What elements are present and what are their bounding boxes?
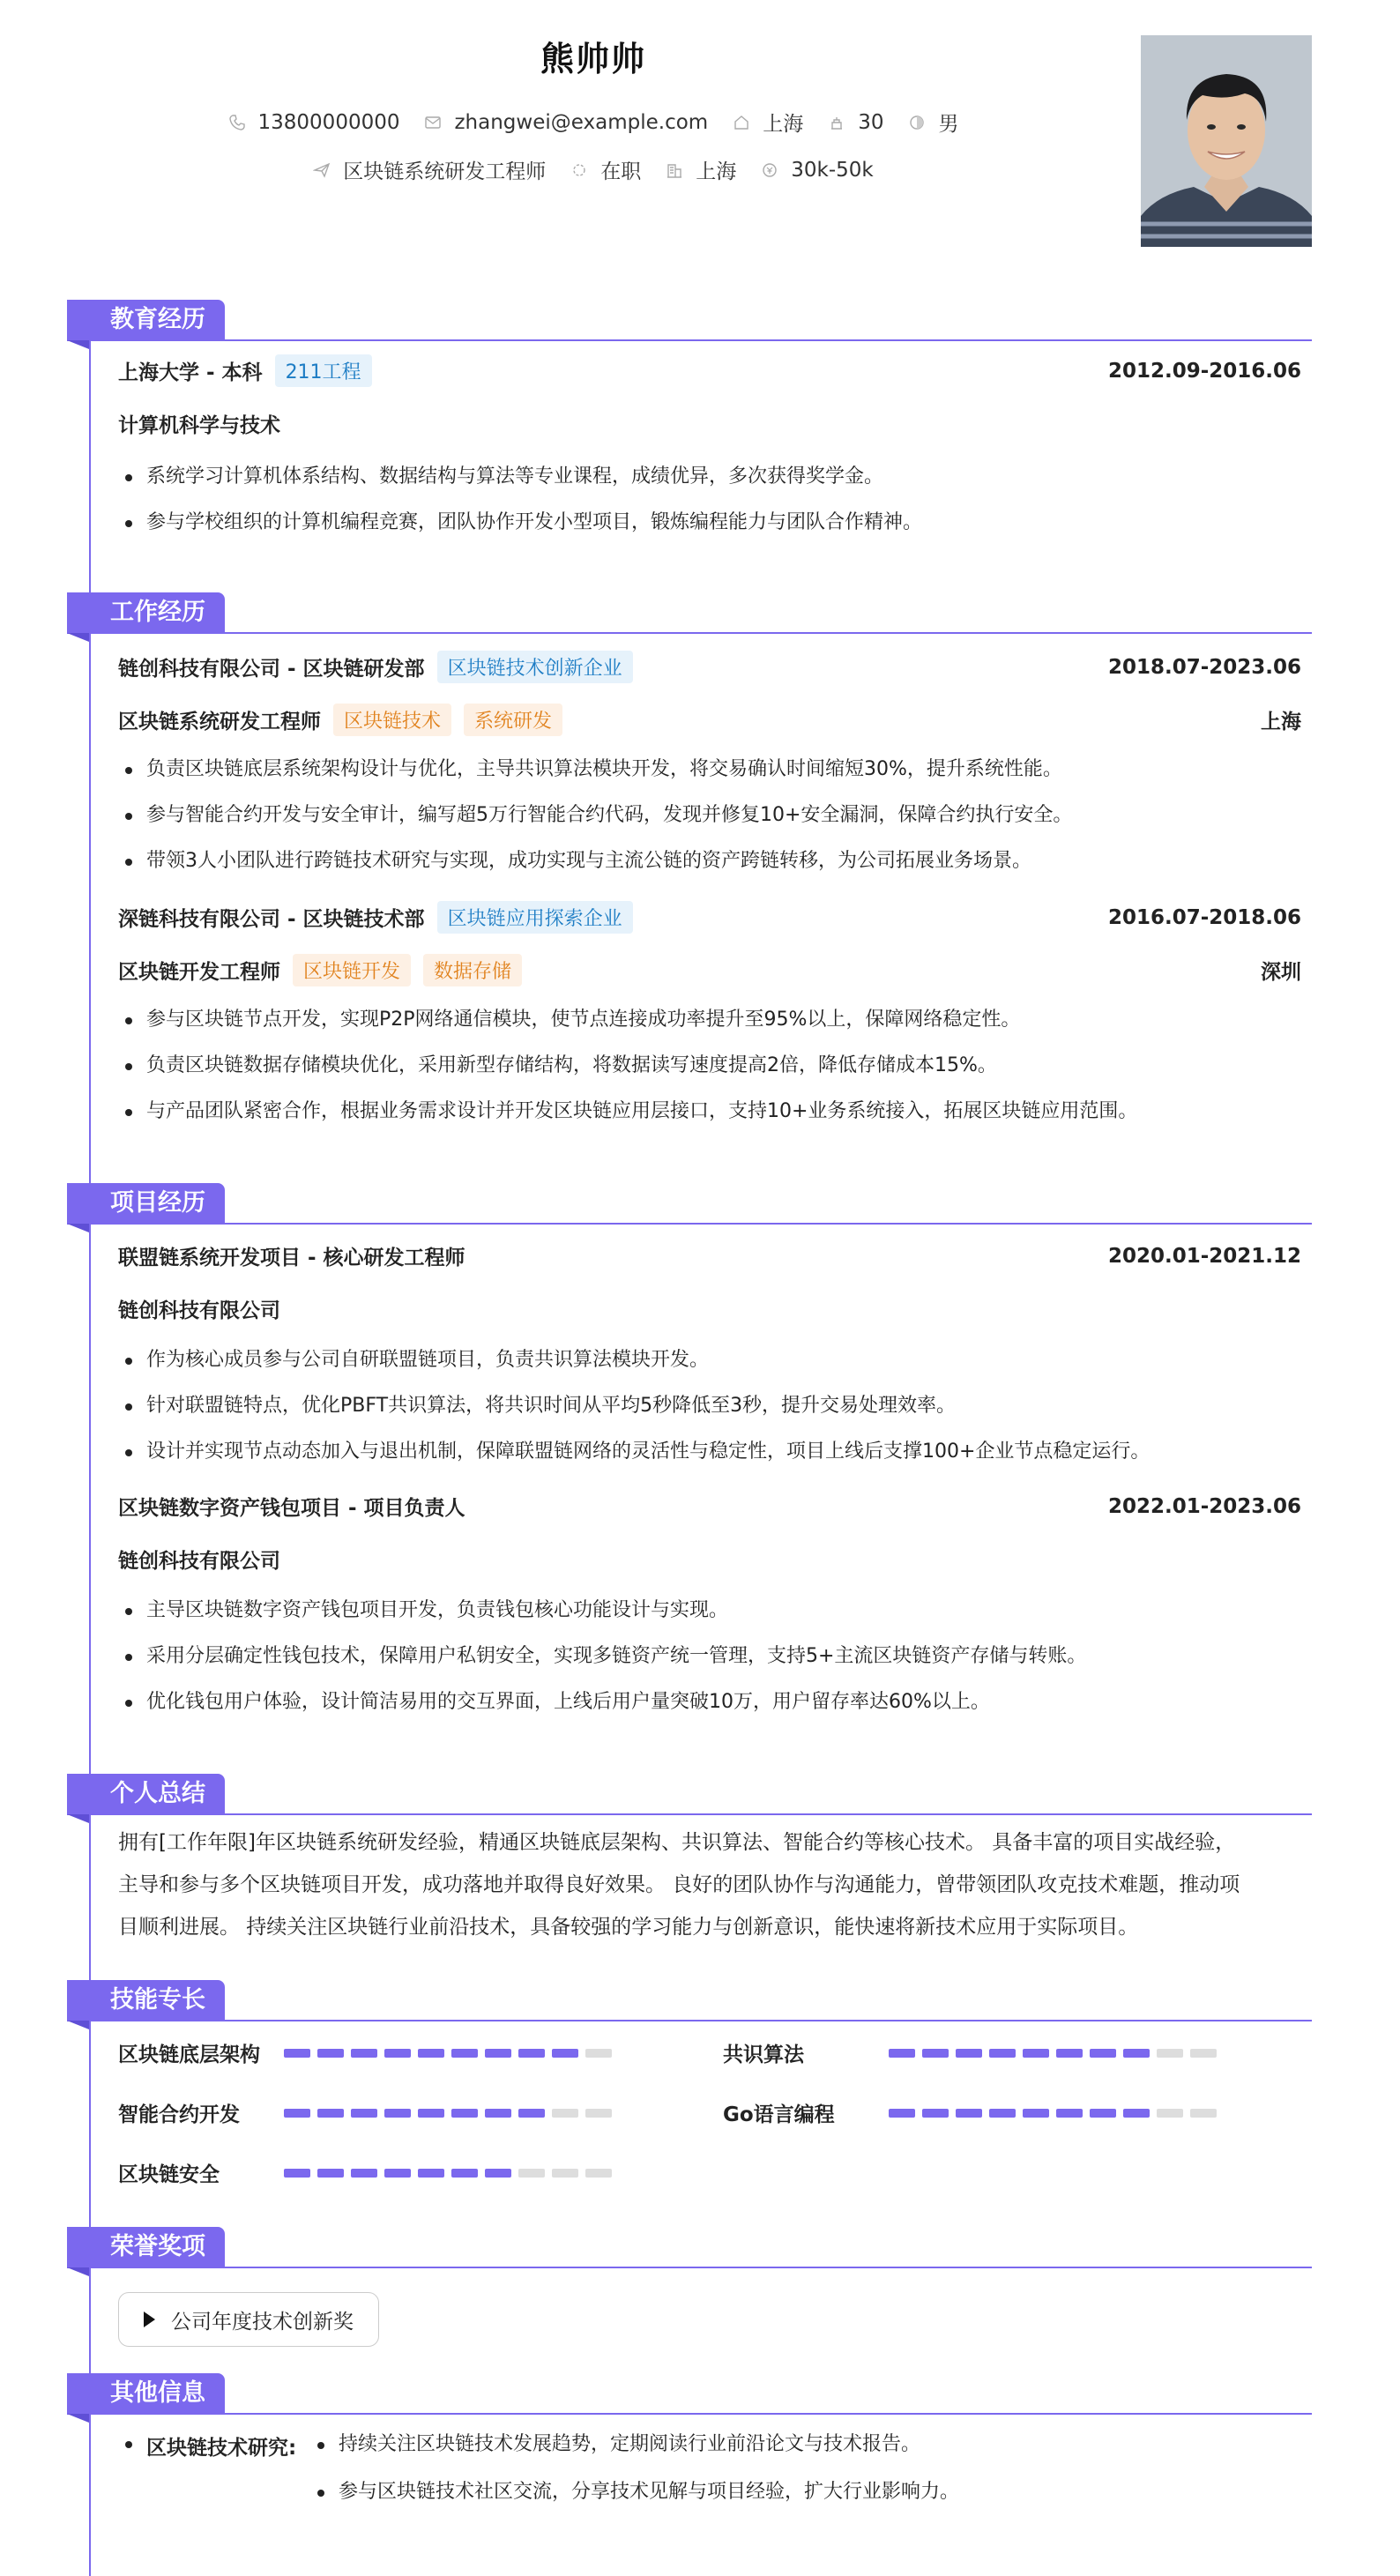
list-item: 参与学校组织的计算机编程竞赛，团队协作开发小型项目，锻炼编程能力与团队合作精神。 xyxy=(118,510,1301,555)
skill-name: 区块链底层架构 xyxy=(118,2044,260,2066)
other-label: 区块链技术研究: xyxy=(118,2431,296,2461)
age-icon xyxy=(828,114,845,131)
project-bullets xyxy=(118,1347,1301,1485)
skill-level-segment xyxy=(1056,2049,1083,2058)
company-tag: 区块链应用探索企业 xyxy=(437,901,633,934)
skill-level-segment xyxy=(485,2049,511,2058)
project-title-row xyxy=(118,1492,1301,1521)
honor-label: 公司年度技术创新奖 xyxy=(171,2310,354,2334)
skill-level-segment xyxy=(585,2049,612,2058)
skill-level-segment xyxy=(418,2049,444,2058)
section-divider xyxy=(67,2413,1312,2415)
skill-level-segment xyxy=(418,2169,444,2178)
company-name: 深链科技有限公司 - 区块链技术部 xyxy=(118,908,425,931)
other-items xyxy=(310,2431,959,2527)
role-name: 区块链开发工程师 xyxy=(118,961,280,984)
home-icon xyxy=(733,114,750,131)
mail-icon xyxy=(424,114,442,131)
skill-level-segment xyxy=(418,2109,444,2118)
list-item: 采用分层确定性钱包技术，保障用户私钥安全，实现多链资产统一管理，支持5+主流区块链资产存储与转账。 xyxy=(118,1643,1301,1689)
skill-level-segment xyxy=(518,2109,545,2118)
work-role-row xyxy=(118,704,1301,736)
skill-level-segment xyxy=(1023,2109,1049,2118)
project-company: 链创科技有限公司 xyxy=(118,1299,280,1322)
section-title: 工作经历 xyxy=(67,592,225,633)
skill-level-segment xyxy=(351,2109,377,2118)
list-item: 带领3人小团队进行跨链技术研究与实现，成功实现与主流公链的资产跨链转移，为公司拓展业务场景。 xyxy=(118,848,1301,894)
play-icon xyxy=(144,2312,155,2327)
project-company-row xyxy=(118,1545,1301,1574)
skill-level-bar xyxy=(284,2169,619,2178)
email-item xyxy=(424,111,708,134)
education-section xyxy=(67,300,1312,533)
project-bullets xyxy=(118,1597,1301,1735)
skill-level-segment xyxy=(518,2169,545,2178)
list-item: 设计并实现节点动态加入与退出机制，保障联盟链网络的灵活性与稳定性，项目上线后支撑100+企业节点稳定运行。 xyxy=(118,1439,1301,1485)
role-tag: 数据存储 xyxy=(423,954,522,986)
city-item xyxy=(733,108,803,137)
skill-level-bar xyxy=(889,2109,1224,2118)
skill-item xyxy=(118,2038,619,2067)
work-company-row xyxy=(118,651,1301,683)
honor-chip[interactable] xyxy=(118,2292,379,2347)
company-name: 链创科技有限公司 - 区块链研发部 xyxy=(118,658,425,681)
project-company: 链创科技有限公司 xyxy=(118,1550,280,1573)
skill-level-segment xyxy=(552,2049,578,2058)
skill-level-segment xyxy=(1190,2049,1217,2058)
skills-heading xyxy=(67,1980,1312,2026)
list-item: 参与区块链节点开发，实现P2P网络通信模块，使节点连接成功率提升至95%以上，保障网络稳定性。 xyxy=(118,1007,1301,1053)
position-text: 区块链系统研发工程师 xyxy=(343,160,547,183)
skill-level-segment xyxy=(451,2109,478,2118)
role-name: 区块链系统研发工程师 xyxy=(118,711,321,733)
list-item: 负责区块链底层系统架构设计与优化，主导共识算法模块开发，将交易确认时间缩短30%，提升系统性能。 xyxy=(118,756,1301,802)
role-tag: 区块链技术 xyxy=(333,704,451,736)
summary-heading xyxy=(67,1774,1312,1820)
section-divider xyxy=(67,1223,1312,1225)
phone-item xyxy=(228,111,400,134)
target-city-text: 上海 xyxy=(696,160,737,183)
section-title: 个人总结 xyxy=(67,1774,225,1814)
project-company-row xyxy=(118,1294,1301,1323)
skill-level-segment xyxy=(1090,2049,1116,2058)
skill-name: 共识算法 xyxy=(723,2044,804,2066)
skill-item xyxy=(723,2038,1224,2067)
list-item: 优化钱包用户体验，设计简洁易用的交互界面，上线后用户量突破10万，用户留存率达60%以上。 xyxy=(118,1689,1301,1735)
salary-icon xyxy=(761,161,778,179)
school-tag: 211工程 xyxy=(275,354,372,387)
skill-level-segment xyxy=(922,2049,949,2058)
summary-section xyxy=(67,1774,1312,1939)
honors-section xyxy=(67,2227,1312,2334)
skill-level-segment xyxy=(1190,2109,1217,2118)
list-item: 作为核心成员参与公司自研联盟链项目，负责共识算法模块开发。 xyxy=(118,1347,1301,1393)
project-date: 2020.01-2021.12 xyxy=(1107,1244,1301,1268)
work-bullets xyxy=(118,1007,1301,1144)
skill-name: 区块链安全 xyxy=(118,2163,220,2186)
project-heading xyxy=(67,1183,1312,1229)
salary-item xyxy=(761,159,873,182)
work-city: 上海 xyxy=(1261,711,1301,733)
skill-level-segment xyxy=(956,2109,982,2118)
candidate-name: 熊帅帅 xyxy=(540,40,646,78)
education-heading xyxy=(67,300,1312,346)
skill-level-bar xyxy=(284,2049,619,2058)
skill-level-segment xyxy=(284,2169,310,2178)
skill-level-segment xyxy=(585,2109,612,2118)
education-header-row xyxy=(118,354,1301,387)
gender-icon xyxy=(908,114,926,131)
honors-heading xyxy=(67,2227,1312,2273)
skill-item xyxy=(118,2158,619,2187)
skill-level-segment xyxy=(1123,2049,1150,2058)
skill-level-segment xyxy=(889,2109,915,2118)
project-title: 联盟链系统开发项目 - 核心研发工程师 xyxy=(118,1247,465,1269)
project-section xyxy=(67,1183,1312,1713)
school-name: 上海大学 - 本科 xyxy=(118,361,263,384)
skill-level-segment xyxy=(451,2049,478,2058)
email-text: zhangwei@example.com xyxy=(454,110,709,134)
skill-level-segment xyxy=(1157,2109,1183,2118)
skill-level-segment xyxy=(922,2109,949,2118)
summary-text xyxy=(118,1821,1301,1948)
section-divider xyxy=(67,632,1312,634)
skill-level-segment xyxy=(451,2169,478,2178)
work-date: 2018.07-2023.06 xyxy=(1107,655,1301,679)
avatar xyxy=(1141,35,1312,247)
section-divider xyxy=(67,2267,1312,2268)
education-bullets xyxy=(118,464,1301,555)
phone-text: 13800000000 xyxy=(257,110,400,134)
skill-level-segment xyxy=(1023,2049,1049,2058)
list-item: 主导区块链数字资产钱包项目开发，负责钱包核心功能设计与实现。 xyxy=(118,1597,1301,1643)
contact-row xyxy=(0,108,1187,137)
city-text: 上海 xyxy=(763,113,804,136)
skill-level-segment xyxy=(956,2049,982,2058)
target-city-item xyxy=(666,155,736,184)
age-text: 30 xyxy=(858,110,884,134)
skill-level-segment xyxy=(351,2049,377,2058)
work-bullets xyxy=(118,756,1301,894)
section-divider xyxy=(67,339,1312,341)
company-tag: 区块链技术创新企业 xyxy=(437,651,633,683)
skill-level-segment xyxy=(989,2109,1016,2118)
section-divider xyxy=(67,1813,1312,1815)
work-role-row xyxy=(118,954,1301,986)
skill-level-segment xyxy=(485,2169,511,2178)
summary-line: 目顺利进展。 持续关注区块链行业前沿技术，具备较强的学习能力与创新意识，能快速将新技术应用于实际项目。 xyxy=(118,1916,1139,1939)
gender-item xyxy=(908,108,958,137)
section-title: 荣誉奖项 xyxy=(67,2227,225,2267)
list-item: 参与区块链技术社区交流，分享技术见解与项目经验，扩大行业影响力。 xyxy=(310,2479,959,2527)
skill-level-segment xyxy=(889,2049,915,2058)
skill-level-segment xyxy=(284,2049,310,2058)
summary-line: 拥有[工作年限]年区块链系统研发经验，精通区块链底层架构、共识算法、智能合约等核心技术。 具备丰富的项目实战经验， xyxy=(118,1831,1236,1854)
role-tag: 系统研发 xyxy=(464,704,562,736)
skill-level-segment xyxy=(1090,2109,1116,2118)
skill-level-segment xyxy=(384,2109,411,2118)
position-item xyxy=(313,155,546,184)
other-section xyxy=(67,2373,1312,2503)
section-divider xyxy=(67,2020,1312,2021)
skill-level-segment xyxy=(317,2049,344,2058)
list-item: 系统学习计算机体系结构、数据结构与算法等专业课程，成绩优异，多次获得奖学金。 xyxy=(118,464,1301,510)
salary-text: 30k-50k xyxy=(791,158,874,182)
section-title: 项目经历 xyxy=(67,1183,225,1224)
send-icon xyxy=(313,161,331,179)
skill-level-segment xyxy=(485,2109,511,2118)
major: 计算机科学与技术 xyxy=(118,414,280,437)
skills-section xyxy=(67,1980,1312,2186)
skill-level-segment xyxy=(351,2169,377,2178)
role-tag: 区块链开发 xyxy=(293,954,411,986)
skill-level-bar xyxy=(889,2049,1224,2058)
project-date: 2022.01-2023.06 xyxy=(1107,1494,1301,1518)
job-intent-row xyxy=(0,155,1187,184)
status-item xyxy=(570,155,641,184)
education-date: 2012.09-2016.06 xyxy=(1107,359,1301,383)
skill-name: 智能合约开发 xyxy=(118,2103,240,2126)
skill-level-segment xyxy=(1056,2109,1083,2118)
project-title-row xyxy=(118,1241,1301,1270)
section-title: 教育经历 xyxy=(67,300,225,340)
list-item: 持续关注区块链技术发展趋势，定期阅读行业前沿论文与技术报告。 xyxy=(310,2431,959,2479)
skill-level-segment xyxy=(585,2169,612,2178)
gender-text: 男 xyxy=(938,113,959,136)
skill-level-segment xyxy=(989,2049,1016,2058)
skill-item xyxy=(118,2098,619,2127)
age-item xyxy=(828,111,883,134)
section-title: 其他信息 xyxy=(67,2373,225,2414)
skill-level-bar xyxy=(284,2109,619,2118)
work-city: 深圳 xyxy=(1261,961,1301,984)
major-row xyxy=(118,409,1301,438)
skill-level-segment xyxy=(1123,2109,1150,2118)
list-item: 针对联盟链特点，优化PBFT共识算法，将共识时间从平均5秒降低至3秒，提升交易处理效率。 xyxy=(118,1393,1301,1439)
project-title: 区块链数字资产钱包项目 - 项目负责人 xyxy=(118,1497,465,1520)
skill-level-segment xyxy=(317,2109,344,2118)
skill-level-segment xyxy=(384,2169,411,2178)
work-section xyxy=(67,592,1312,1122)
skill-level-segment xyxy=(384,2049,411,2058)
work-company-row xyxy=(118,901,1301,934)
work-heading xyxy=(67,592,1312,638)
skill-level-segment xyxy=(317,2169,344,2178)
status-icon xyxy=(570,161,588,179)
skill-level-segment xyxy=(284,2109,310,2118)
phone-icon xyxy=(228,114,246,131)
other-heading xyxy=(67,2373,1312,2419)
status-text: 在职 xyxy=(600,160,642,183)
section-title: 技能专长 xyxy=(67,1980,225,2021)
list-item: 与产品团队紧密合作，根据业务需求设计并开发区块链应用层接口，支持10+业务系统接入，拓展区块链应用范围。 xyxy=(118,1098,1301,1144)
skill-level-segment xyxy=(1157,2049,1183,2058)
building-icon xyxy=(666,161,683,179)
skill-name: Go语言编程 xyxy=(723,2103,835,2126)
skill-item xyxy=(723,2098,1224,2127)
work-date: 2016.07-2018.06 xyxy=(1107,905,1301,929)
skill-level-segment xyxy=(552,2169,578,2178)
list-item: 参与智能合约开发与安全审计，编写超5万行智能合约代码，发现并修复10+安全漏洞，保障合约执行安全。 xyxy=(118,802,1301,848)
summary-line: 主导和参与多个区块链项目开发，成功落地并取得良好效果。 良好的团队协作与沟通能力，曾带领团队攻克技术难题，推动项 xyxy=(118,1873,1240,1896)
list-item: 负责区块链数据存储模块优化，采用新型存储结构，将数据读写速度提高2倍，降低存储成本15%。 xyxy=(118,1053,1301,1098)
skill-level-segment xyxy=(518,2049,545,2058)
skill-level-segment xyxy=(552,2109,578,2118)
